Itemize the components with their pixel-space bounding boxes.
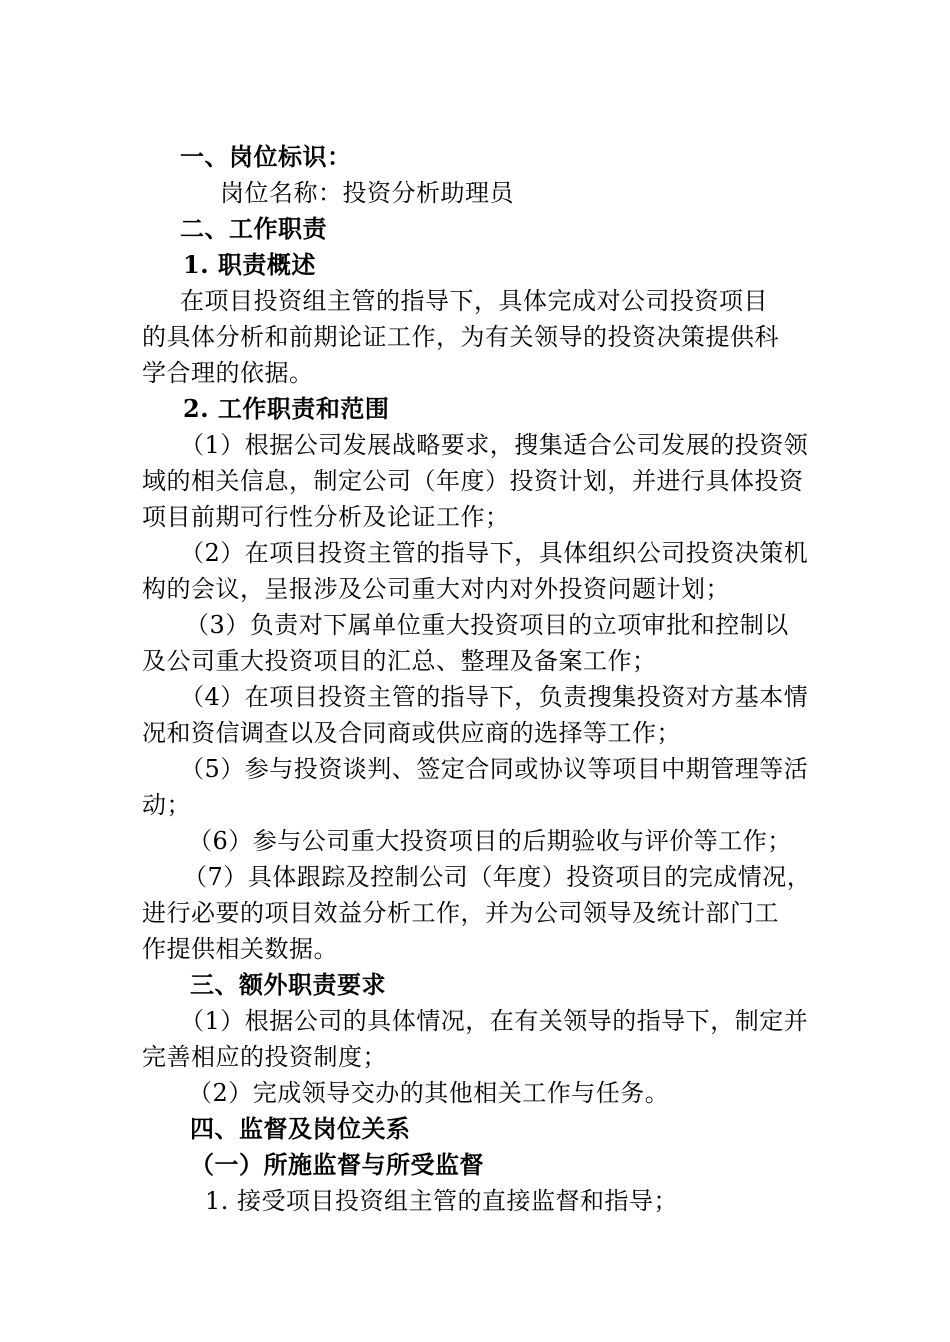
- paragraph-line: 动；: [142, 791, 191, 819]
- subsection-heading-scope: 2. 工作职责和范围: [183, 394, 390, 423]
- section-heading-supervision: 四、监督及岗位关系: [190, 1114, 411, 1143]
- position-name-line: 岗位名称：投资分析助理员: [220, 179, 514, 207]
- paragraph-line: （4）在项目投资主管的指导下，负责搜集投资对方基本情: [180, 683, 809, 711]
- paragraph-line: 在项目投资组主管的指导下，具体完成对公司投资项目: [180, 287, 768, 315]
- paragraph-line: （6）参与公司重大投资项目的后期验收与评价等工作；: [188, 827, 792, 855]
- paragraph-line: （7）具体跟踪及控制公司（年度）投资项目的完成情况，: [183, 863, 812, 891]
- paragraph-line: 况和资信调查以及合同商或供应商的选择等工作；: [142, 719, 681, 747]
- paragraph-line: 及公司重大投资项目的汇总、整理及备案工作；: [142, 647, 657, 675]
- paragraph-line: 的具体分析和前期论证工作，为有关领导的投资决策提供科: [142, 323, 779, 351]
- paragraph-line: （2）在项目投资主管的指导下，具体组织公司投资决策机: [180, 539, 809, 567]
- section-heading-duties: 二、工作职责: [180, 214, 327, 243]
- subsection-heading-overview: 1. 职责概述: [183, 250, 316, 279]
- subsection-heading-supervision: （一）所施监督与所受监督: [190, 1150, 484, 1179]
- paragraph-line: （2）完成领导交办的其他相关工作与任务。: [188, 1079, 670, 1107]
- paragraph-line: （1）根据公司发展战略要求，搜集适合公司发展的投资领: [180, 431, 809, 459]
- paragraph-line: 作提供相关数据。: [142, 935, 338, 963]
- section-heading-position-id: 一、岗位标识：: [180, 142, 352, 171]
- paragraph-line: 1. 接受项目投资组主管的直接监督和指导；: [205, 1187, 679, 1215]
- paragraph-line: 构的会议，呈报涉及公司重大对内对外投资问题计划；: [142, 575, 730, 603]
- paragraph-line: 进行必要的项目效益分析工作，并为公司领导及统计部门工: [142, 899, 779, 927]
- paragraph-line: （1）根据公司的具体情况，在有关领导的指导下，制定并: [180, 1007, 809, 1035]
- paragraph-line: （5）参与投资谈判、签定合同或协议等项目中期管理等活: [180, 755, 809, 783]
- section-heading-extra-duties: 三、额外职责要求: [190, 970, 386, 999]
- paragraph-line: 学合理的依据。: [142, 359, 314, 387]
- paragraph-line: （3）负责对下属单位重大投资项目的立项审批和控制以: [185, 611, 789, 639]
- paragraph-line: 域的相关信息，制定公司（年度）投资计划，并进行具体投资: [142, 467, 804, 495]
- paragraph-line: 项目前期可行性分析及论证工作；: [142, 503, 510, 531]
- paragraph-line: 完善相应的投资制度；: [142, 1043, 387, 1071]
